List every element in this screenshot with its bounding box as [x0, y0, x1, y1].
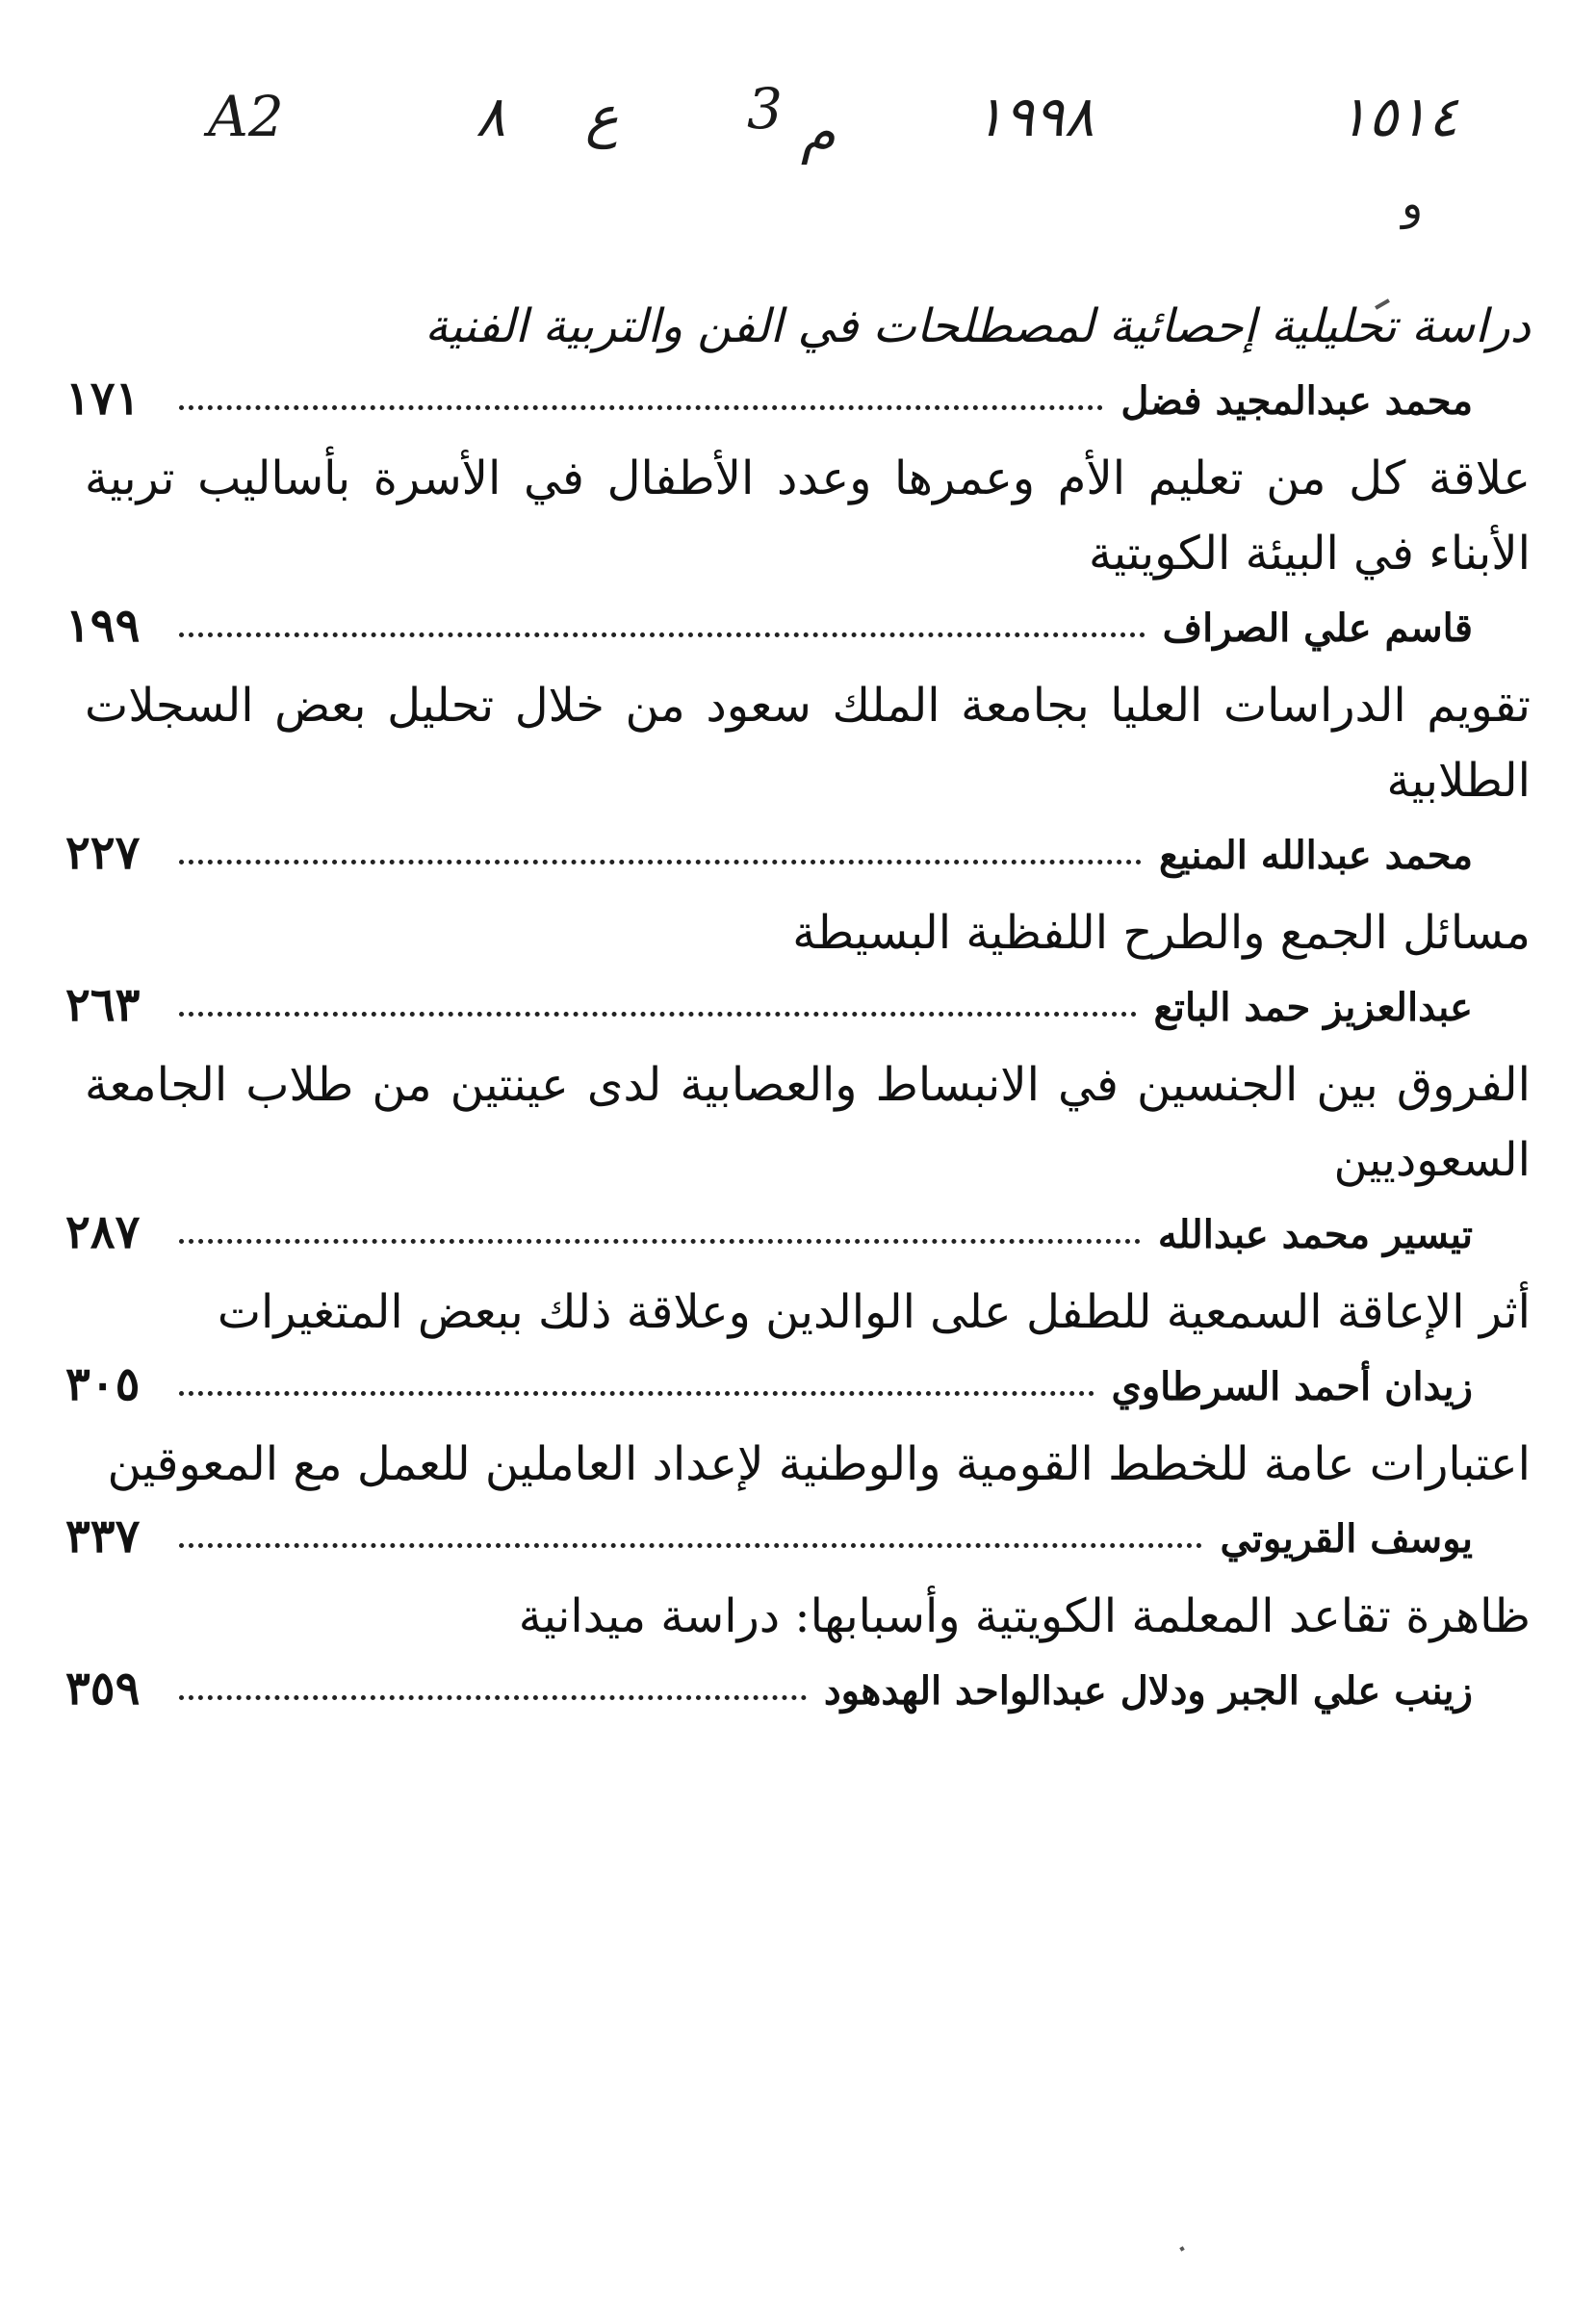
entry-title: علاقة كل من تعليم الأم وعمرها وعدد الأطفال في الأسرة بأساليب تربية الأبناء في البيئة الكويتية [85, 451, 1531, 580]
entry-author-row [65, 599, 1531, 668]
entry-title: تقويم الدراسات العليا بجامعة الملك سعود من خلال تحليل بعض السجلات الطلابية [85, 679, 1531, 808]
entry-author: محمد عبدالله المنيع [1159, 833, 1473, 878]
dot-leader [179, 1231, 1141, 1244]
toc-entry [65, 289, 1531, 441]
dot-leader [179, 1004, 1137, 1017]
pen-mark [1179, 2246, 1184, 2251]
handwritten-note: م [801, 99, 836, 165]
entry-author: قاسم علي الصراف [1162, 606, 1473, 651]
handwritten-note: A2 [208, 84, 284, 149]
entry-author: محمد عبدالمجيد فضل [1120, 378, 1473, 424]
toc-entry [65, 895, 1531, 1047]
entry-author-row [65, 1509, 1531, 1579]
dot-leader [179, 1688, 807, 1700]
entry-page-number: ٢٨٧ [65, 1205, 141, 1259]
entry-author: زينب علي الجبر ودلال عبدالواحد الهدهود [823, 1668, 1473, 1714]
entry-title: مسائل الجمع والطرح اللفظية البسيطة [792, 906, 1531, 960]
entry-author: تيسير محمد عبدالله [1157, 1212, 1473, 1257]
entry-page-number: ١٧١ [65, 372, 141, 426]
entry-author-row [65, 1357, 1531, 1427]
handwritten-note: 3 [747, 76, 783, 142]
entry-title: الفروق بين الجنسين في الانبساط والعصابية لدى عينتين من طلاب الجامعة السعوديين [85, 1058, 1531, 1187]
toc-entry [65, 1427, 1531, 1579]
entry-author-row [65, 372, 1531, 441]
entry-page-number: ٣٣٧ [65, 1509, 141, 1563]
entry-author: يوسف القريوتي [1220, 1516, 1473, 1561]
entry-author-row [65, 1205, 1531, 1275]
entry-page-number: ١٩٩ [65, 599, 141, 653]
entry-title: ظاهرة تقاعد المعلمة الكويتية وأسبابها: دراسة ميدانية [518, 1589, 1531, 1643]
entry-author-row [65, 978, 1531, 1047]
entry-author-row [65, 826, 1531, 895]
dot-leader [179, 1383, 1094, 1396]
toc-entry [65, 668, 1531, 895]
entry-page-number: ٣٥٩ [65, 1662, 141, 1715]
entry-page-number: ٢٦٣ [65, 978, 141, 1032]
entry-title: دراسة تحليلية إحصائية لمصطلحات في الفن والتربية الفنية [425, 299, 1531, 353]
toc-entry [65, 1047, 1531, 1275]
dot-leader [179, 625, 1146, 637]
dot-leader [179, 398, 1103, 410]
toc-entry [65, 1275, 1531, 1427]
entry-page-number: ٢٢٧ [65, 826, 141, 880]
dot-leader [179, 1535, 1202, 1548]
entry-author: زيدان أحمد السرطاوي [1111, 1364, 1473, 1409]
entry-title: اعتبارات عامة للخطط القومية والوطنية لإعداد العاملين للعمل مع المعوقين [107, 1437, 1531, 1491]
dot-leader [179, 852, 1142, 864]
table-of-contents [65, 289, 1531, 1731]
handwritten-note: ١٩٩٨ [974, 84, 1094, 149]
entry-page-number: ٣٠٥ [65, 1357, 141, 1411]
entry-author-row [65, 1662, 1531, 1731]
handwritten-note: ٨ [476, 84, 506, 149]
toc-entry [65, 441, 1531, 668]
entry-author: عبدالعزيز حمد الباتع [1153, 985, 1473, 1030]
handwritten-note: ع [585, 84, 619, 149]
entry-title: أثر الإعاقة السمعية للطفل على الوالدين وعلاقة ذلك ببعض المتغيرات [217, 1285, 1531, 1339]
handwritten-note: و [1402, 177, 1424, 229]
handwritten-note: ١٥١٤ [1338, 84, 1458, 149]
toc-entry [65, 1579, 1531, 1731]
